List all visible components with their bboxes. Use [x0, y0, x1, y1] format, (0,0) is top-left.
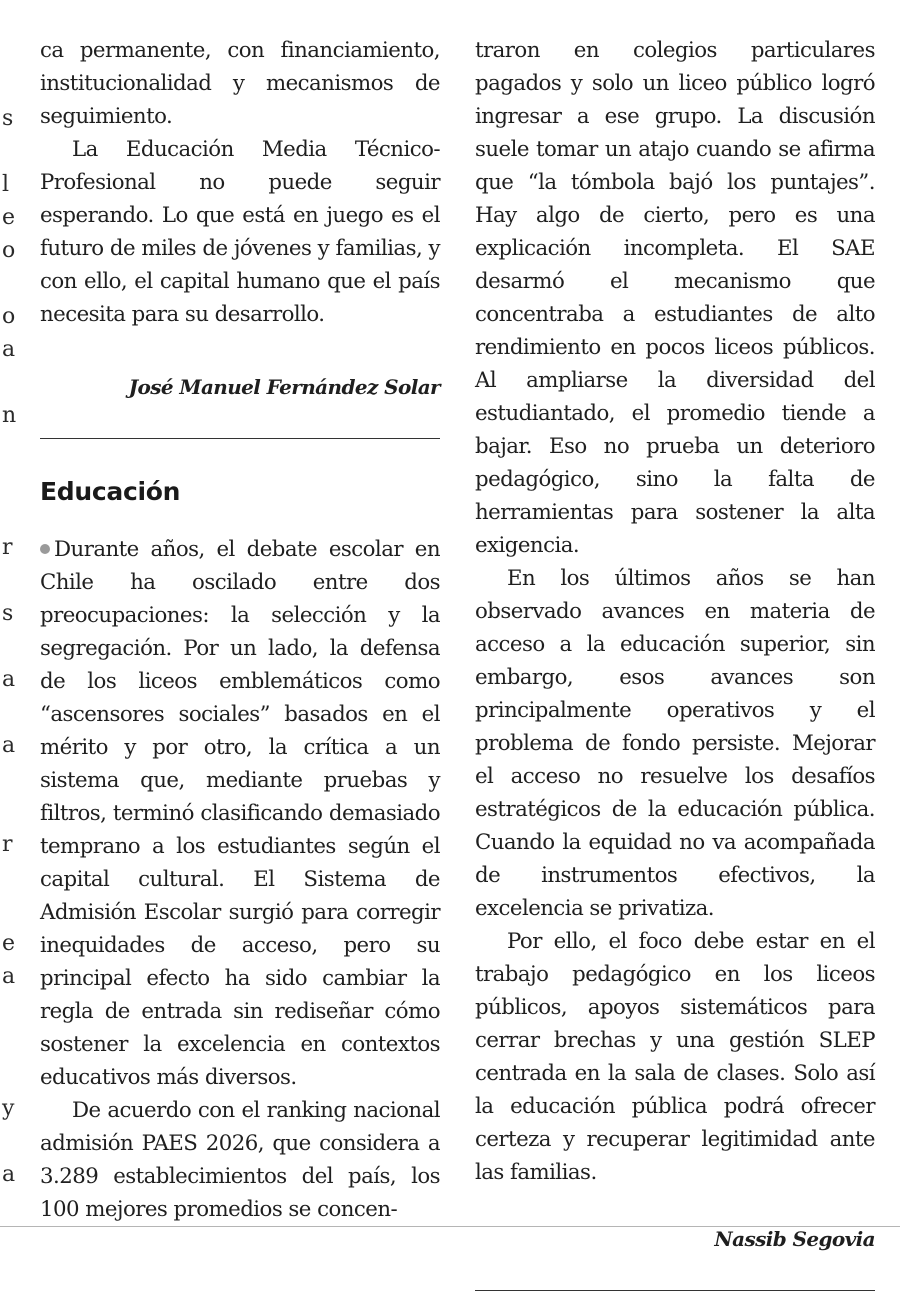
clipped-letter: y [2, 1096, 15, 1121]
clipped-letter: a [2, 1162, 16, 1187]
clipped-letter: e [2, 205, 16, 230]
clipped-letter: s [2, 601, 14, 626]
previous-article-paragraph: La Educación Media Técnico-Profesional no puede seguir esperando. Lo que está en juego es el futuro de miles de jóvenes y familias, y con ello, el capital humano que el país necesita para su desarrollo. [40, 137, 440, 327]
clipped-letter: a [2, 667, 16, 692]
previous-article-ending: ca permanente, con financiamiento, institucionalidad y mecanismos de seguimiento. [40, 38, 440, 129]
clipped-letter: l [2, 172, 10, 197]
left-column [40, 0, 440, 1226]
right-column [475, 0, 875, 1291]
article-paragraph: En los últimos años se han observado avances en materia de acceso a la educación superior, sin embargo, esos avances son principalmente operativos y el problema de fondo persiste. Mejorar el acceso no resuelve los desafíos estratégicos de la educación pública. Cuando la equidad no va acompañada de instrumentos efectivos, la excelencia se privatiza. [475, 566, 875, 921]
article-paragraph: Por ello, el foco debe estar en el trabajo pedagógico en los liceos públicos, apoyos sistemáticos para cerrar brechas y una gestión SLEP centrada en la sala de clases. Solo así la educación pública podrá ofrecer certeza y recuperar legitimidad ante las familias. [475, 929, 875, 1185]
article-paragraph [40, 533, 440, 1094]
clipped-letter: e [2, 931, 16, 956]
previous-article-signature: José Manuel Fernández Solar [128, 375, 440, 399]
page-bottom-border [0, 1226, 900, 1227]
clipped-letter: a [2, 733, 16, 758]
clipped-letter: s [2, 106, 14, 131]
bullet-icon [40, 544, 50, 554]
clipped-letter: r [2, 535, 13, 560]
article-paragraph-text: Durante años, el debate escolar en Chile ha oscilado entre dos preocupaciones: la selección y la segregación. Por un lado, la defensa de los liceos emblemáticos como “ascensores sociales” basados en el mérito y por otro, la crítica a un sistema que, mediante pruebas y filtros, terminó clasificando demasiado temprano a los estudiantes según el capital cultural. El Sistema de Admisión Escolar surgió para corregir inequidades de acceso, pero su principal efecto ha sido cambiar la regla de entrada sin rediseñar cómo sostener la excelencia en contextos educativos más diversos. [40, 537, 440, 1090]
clipped-letter: a [2, 337, 16, 362]
article-divider [40, 438, 440, 439]
clipped-letter: o [2, 304, 16, 329]
article-paragraph: traron en colegios particulares pagados y solo un liceo público logró ingresar a ese grupo. La discusión suele tomar un atajo cuando se afirma que “la tómbola bajó los puntajes”. Hay algo de cierto, pero es una explicación incompleta. El SAE desarmó el mecanismo que concentraba a estudiantes de alto rendimiento en pocos liceos públicos. Al ampliarse la diversidad del estudiantado, el promedio tiende a bajar. Eso no prueba un deterioro pedagógico, sino la falta de herramientas para sostener la alta exigencia. [475, 38, 875, 558]
section-title: Educación [40, 477, 181, 506]
clipped-previous-column [0, 0, 17, 1232]
article-signature: Nassib Segovia [714, 1227, 875, 1251]
clipped-letter: r [2, 832, 13, 857]
clipped-letter: o [2, 238, 16, 263]
clipped-letter: n [2, 403, 17, 428]
article-paragraph: De acuerdo con el ranking nacional admisión PAES 2026, que considera a 3.289 establecimientos del país, los 100 mejores promedios se concen- [40, 1098, 440, 1222]
clipped-letter: a [2, 964, 16, 989]
